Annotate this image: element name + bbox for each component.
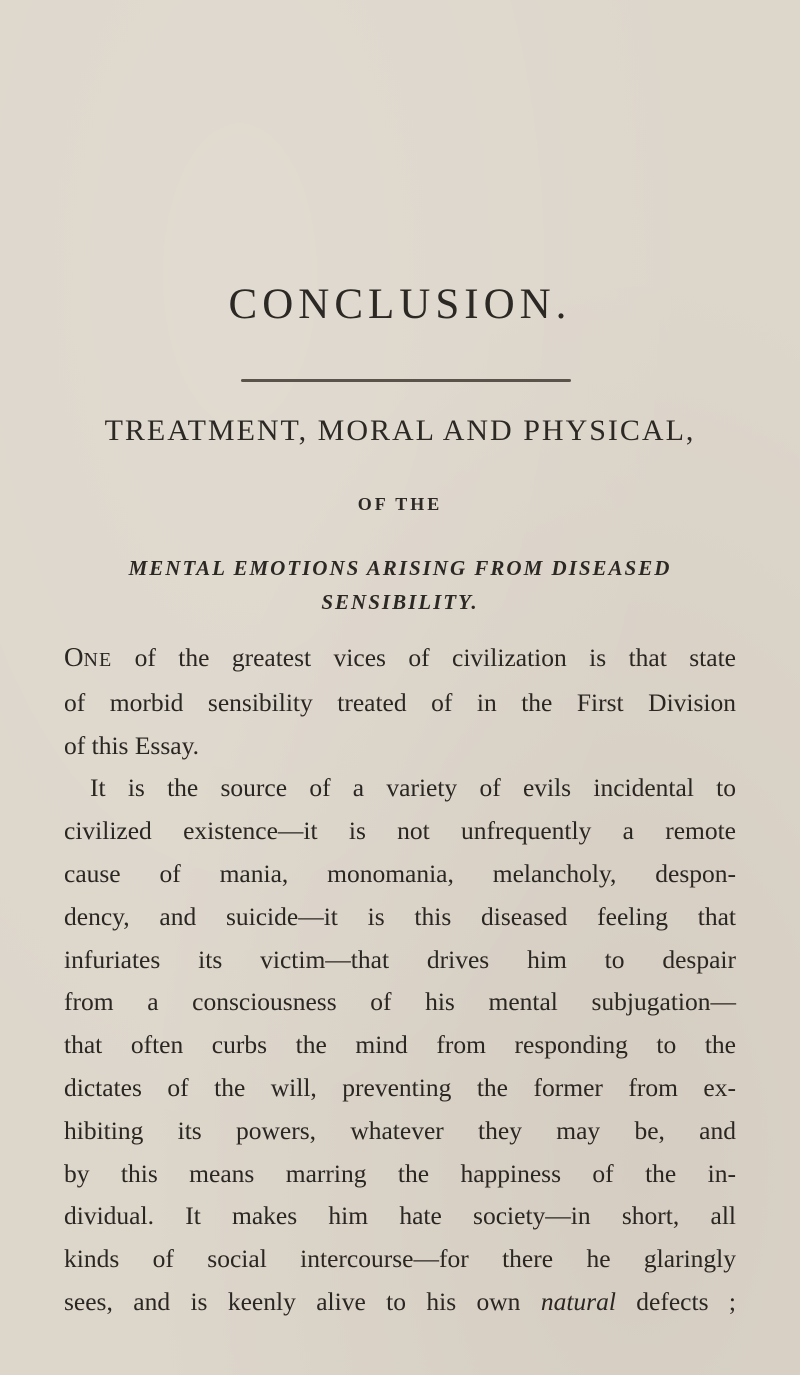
paragraph-2-line: dictates of the will, preventing the former from ex- xyxy=(64,1072,736,1102)
paragraph-2-line: by this means marring the happiness of the in- xyxy=(64,1158,736,1188)
chapter-title: CONCLUSION. xyxy=(228,281,572,328)
last-line-start: sees, and is keenly alive to his own xyxy=(64,1286,541,1316)
paragraph-2-line: civilized existence—it is not unfrequently a remote xyxy=(64,816,736,846)
section-heading: TREATMENT, MORAL AND PHYSICAL, xyxy=(104,414,696,447)
paragraph-2-line: dency, and suicide—it is this diseased feeling that xyxy=(64,901,736,931)
paragraph-2-line: hibiting its powers, whatever they may be, and xyxy=(64,1115,736,1145)
section-subheading-line-1: MENTAL EMOTIONS ARISING FROM DISEASED xyxy=(128,556,672,580)
title-rule-divider xyxy=(241,379,571,382)
paragraph-2-line: It is the source of a variety of evils incidental to xyxy=(90,773,736,803)
body-text xyxy=(64,636,736,1324)
drop-first-letter: O xyxy=(64,642,84,672)
paragraph-1-line-1 xyxy=(64,636,736,682)
section-heading-connector: OF THE xyxy=(357,494,443,514)
paragraph-1-line-2: of morbid sensibility treated of in the First Division xyxy=(64,687,736,717)
paragraph-2-line: infuriates its victim—that drives him to despair xyxy=(64,944,736,974)
paragraph-2-line: dividual. It makes him hate society—in short, all xyxy=(64,1201,736,1231)
paragraph-2-last-line xyxy=(64,1281,736,1324)
paragraph-2-line: cause of mania, monomania, melancholy, despon- xyxy=(64,858,736,888)
paragraph-1-line-3: of this Essay. xyxy=(64,730,200,760)
paragraph-2-line: from a consciousness of his mental subjugation— xyxy=(64,987,736,1017)
last-line-end: defects ; xyxy=(615,1286,736,1316)
section-subheading-line-2: SENSIBILITY. xyxy=(321,590,479,614)
section-subheading xyxy=(0,551,800,619)
italic-word: natural xyxy=(540,1286,616,1316)
small-caps-first-word: NE xyxy=(83,649,113,671)
paragraph-2-line: that often curbs the mind from responding to the xyxy=(64,1030,736,1060)
paragraph-2-line: kinds of social intercourse—for there he glaringly xyxy=(64,1244,736,1274)
paragraph-1-line-1-text: of the greatest vices of civilization is that state xyxy=(112,643,736,672)
